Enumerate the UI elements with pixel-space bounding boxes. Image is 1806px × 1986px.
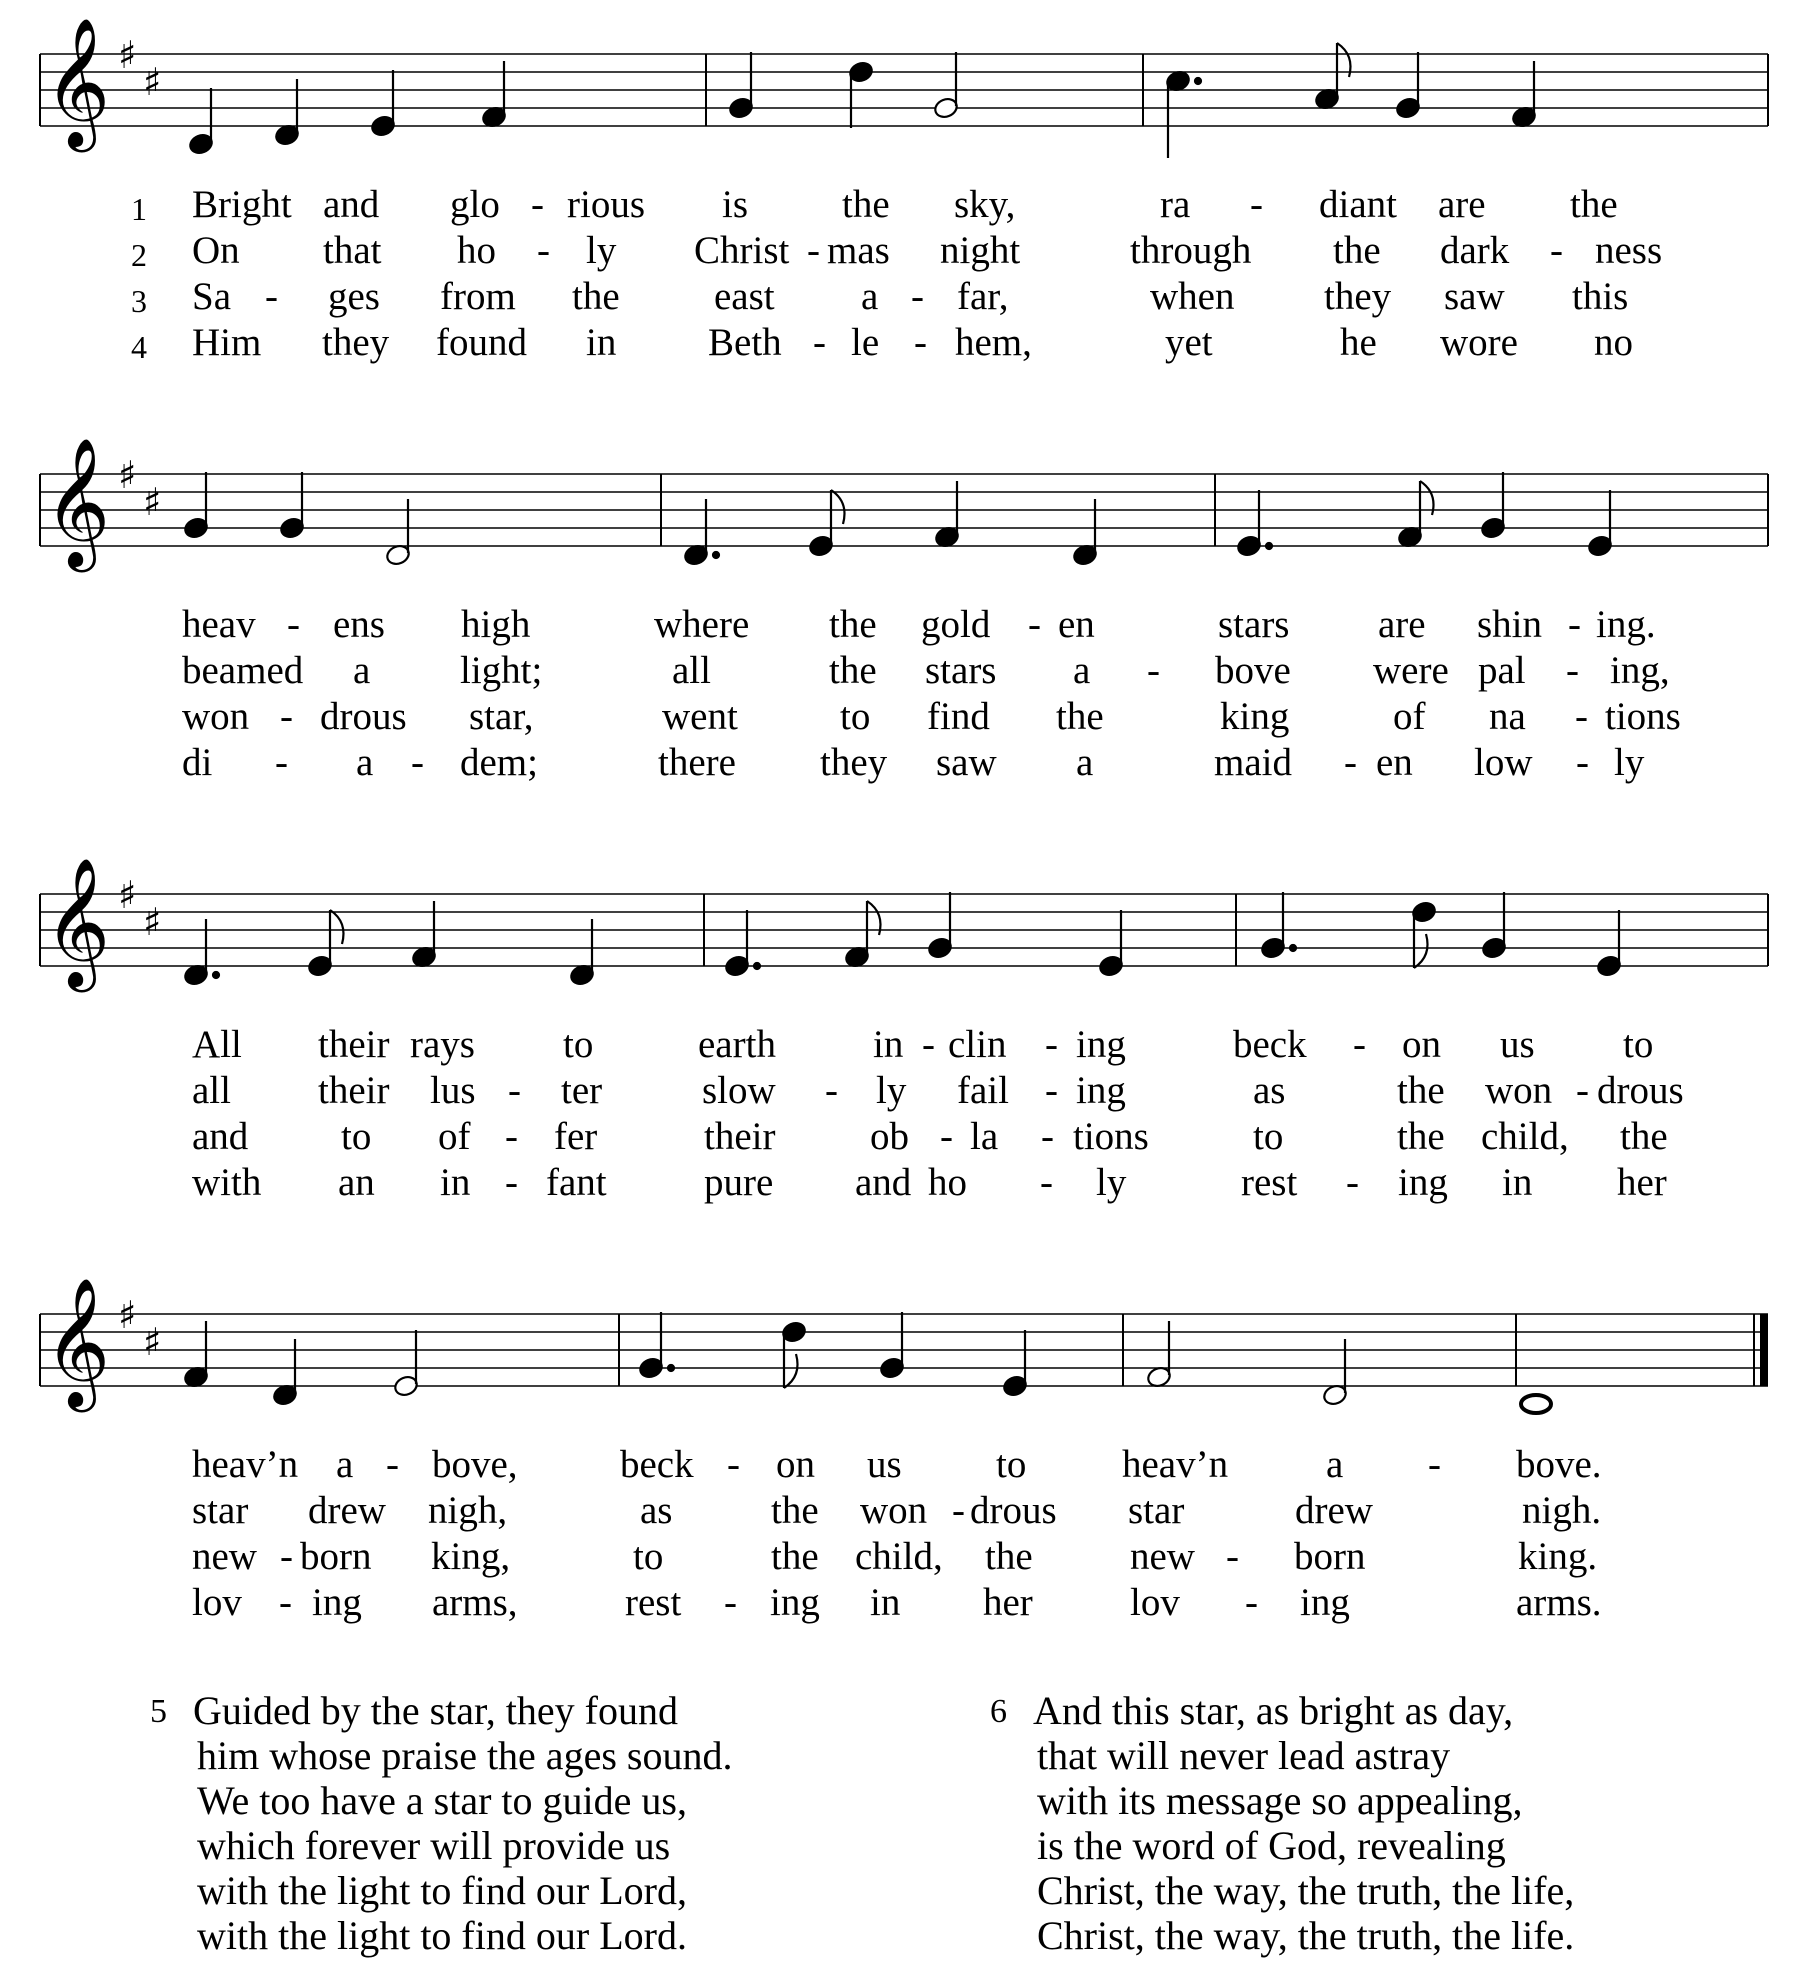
- lyric-syllable: star,: [469, 695, 534, 738]
- lyric-line-verse-1: [0, 602, 1806, 648]
- stanza-line: We too have a star to guide us,: [197, 1778, 687, 1823]
- lyric-syllable: to: [1253, 1115, 1284, 1158]
- lyric-line-verse-3: [0, 694, 1806, 740]
- lyric-syllable: the: [771, 1489, 819, 1532]
- svg-text:♯: ♯: [118, 1293, 137, 1337]
- lyric-syllable: -: [1576, 1069, 1589, 1112]
- lyric-syllable: -: [1045, 1069, 1058, 1112]
- lyric-syllable: -: [1346, 1161, 1359, 1204]
- lyric-syllable: Sa: [192, 275, 231, 318]
- lyric-syllable: fant: [546, 1161, 607, 1204]
- lyric-syllable: their: [318, 1023, 390, 1066]
- svg-text:♯: ♯: [143, 480, 162, 524]
- lyric-syllable: -: [279, 1581, 292, 1624]
- lyric-syllable: bove,: [432, 1443, 518, 1486]
- lyric-syllable: low: [1474, 741, 1533, 784]
- lyric-line-verse-4: [0, 1160, 1806, 1206]
- lyric-syllable: light;: [460, 649, 543, 692]
- lyric-syllable: -: [411, 741, 424, 784]
- lyric-syllable: the: [842, 183, 890, 226]
- lyric-syllable: found: [436, 321, 527, 364]
- notes-measure-group: [183, 472, 1614, 567]
- lyric-syllable: ing: [1076, 1023, 1126, 1066]
- lyric-syllable: the: [1397, 1069, 1445, 1112]
- lyric-syllable: on: [776, 1443, 815, 1486]
- lyrics-system-1: [0, 182, 1806, 366]
- lyric-syllable: sky,: [954, 183, 1016, 226]
- lyric-syllable: new: [192, 1535, 257, 1578]
- lyric-syllable: in: [586, 321, 617, 364]
- lyric-syllable: stars: [1218, 603, 1290, 646]
- stanza-number: 5: [150, 1693, 167, 1730]
- lyric-syllable: mas: [827, 229, 890, 272]
- svg-text:𝄞: 𝄞: [44, 857, 111, 987]
- lyric-syllable: ob: [870, 1115, 909, 1158]
- lyric-syllable: ens: [333, 603, 385, 646]
- svg-text:𝄞: 𝄞: [44, 437, 111, 567]
- lyric-syllable: drous: [320, 695, 407, 738]
- lyric-syllable: the: [1397, 1115, 1445, 1158]
- stanza-line: Guided by the star, they found: [193, 1688, 678, 1733]
- lyric-syllable: in: [870, 1581, 901, 1624]
- lyric-syllable: to: [341, 1115, 372, 1158]
- lyric-syllable: ing,: [1610, 649, 1670, 692]
- lyric-syllable: nigh,: [428, 1489, 508, 1532]
- lyric-syllable: dark: [1440, 229, 1510, 272]
- lyric-syllable: their: [704, 1115, 776, 1158]
- treble-clef-icon: [44, 1277, 110, 1413]
- lyric-syllable: ges: [328, 275, 380, 318]
- lyric-syllable: saw: [936, 741, 997, 784]
- lyric-syllable: a: [356, 741, 374, 784]
- lyric-syllable: east: [714, 275, 775, 318]
- lyric-syllable: ness: [1595, 229, 1663, 272]
- lyric-syllable: wore: [1440, 321, 1518, 364]
- music-staff-system-4: [0, 1260, 1806, 1440]
- lyric-syllable: -: [1566, 649, 1579, 692]
- lyric-line-verse-3: [0, 1534, 1806, 1580]
- lyric-syllable: -: [1575, 695, 1588, 738]
- lyric-syllable: Beth: [708, 321, 782, 364]
- lyric-syllable: -: [531, 183, 544, 226]
- lyric-syllable: child,: [855, 1535, 943, 1578]
- lyric-syllable: -: [280, 695, 293, 738]
- lyric-syllable: through: [1130, 229, 1252, 272]
- lyric-syllable: born: [1294, 1535, 1366, 1578]
- lyric-syllable: -: [1344, 741, 1357, 784]
- lyric-syllable: -: [280, 1535, 293, 1578]
- svg-text:♯: ♯: [143, 60, 162, 104]
- lyric-syllable: ing: [770, 1581, 820, 1624]
- lyric-syllable: us: [1500, 1023, 1535, 1066]
- lyric-syllable: -: [1353, 1023, 1366, 1066]
- lyric-syllable: this: [1572, 275, 1629, 318]
- lyric-syllable: tions: [1073, 1115, 1149, 1158]
- lyric-syllable: ly: [1096, 1161, 1127, 1204]
- lyric-syllable: they: [322, 321, 390, 364]
- lyric-syllable: the: [829, 603, 877, 646]
- lyric-syllable: were: [1373, 649, 1449, 692]
- lyric-syllable: they: [820, 741, 888, 784]
- lyric-syllable: of: [1393, 695, 1426, 738]
- lyric-syllable: he: [1340, 321, 1377, 364]
- lyric-syllable: -: [724, 1581, 737, 1624]
- lyric-syllable: -: [287, 603, 300, 646]
- lyric-syllable: en: [1376, 741, 1413, 784]
- lyric-syllable: -: [813, 321, 826, 364]
- lyric-line-verse-2: [0, 648, 1806, 694]
- lyric-syllable: lov: [1130, 1581, 1180, 1624]
- lyric-syllable: -: [1428, 1443, 1441, 1486]
- lyric-syllable: won: [182, 695, 250, 738]
- lyric-syllable: bove: [1215, 649, 1291, 692]
- treble-clef-icon: [44, 17, 110, 153]
- lyric-syllable: di: [182, 741, 213, 784]
- lyric-syllable: dem;: [460, 741, 538, 784]
- lyric-syllable: rest: [1241, 1161, 1298, 1204]
- lyric-syllable: arms,: [432, 1581, 518, 1624]
- lyric-syllable: star: [1128, 1489, 1185, 1532]
- lyrics-system-2: [0, 602, 1806, 786]
- lyric-syllable: as: [640, 1489, 673, 1532]
- svg-text:♯: ♯: [143, 1320, 162, 1364]
- lyric-syllable: -: [505, 1161, 518, 1204]
- lyric-syllable: drous: [1597, 1069, 1684, 1112]
- lyric-syllable: the: [1570, 183, 1618, 226]
- svg-text:♯: ♯: [118, 453, 137, 497]
- lyric-syllable: saw: [1444, 275, 1505, 318]
- lyric-syllable: to: [840, 695, 871, 738]
- lyric-syllable: en: [1058, 603, 1095, 646]
- lyric-syllable: -: [265, 275, 278, 318]
- lyric-syllable: heav’n: [192, 1443, 299, 1486]
- lyric-syllable: -: [505, 1115, 518, 1158]
- lyric-syllable: from: [440, 275, 516, 318]
- lyric-syllable: ly: [1614, 741, 1645, 784]
- lyric-syllable: ing.: [1596, 603, 1656, 646]
- lyric-syllable: a: [1326, 1443, 1344, 1486]
- lyric-syllable: ly: [876, 1069, 907, 1112]
- lyric-syllable: a: [353, 649, 371, 692]
- lyric-syllable: Christ: [694, 229, 790, 272]
- music-staff-system-1: [0, 0, 1806, 180]
- lyric-syllable: all: [672, 649, 711, 692]
- lyric-syllable: glo: [450, 183, 500, 226]
- lyric-syllable: the: [771, 1535, 819, 1578]
- lyric-syllable: high: [461, 603, 531, 646]
- music-staff-system-3: [0, 840, 1806, 1020]
- lyric-syllable: in: [440, 1161, 471, 1204]
- lyric-syllable: all: [192, 1069, 231, 1112]
- stanza-number: 6: [990, 1693, 1007, 1730]
- lyric-syllable: us: [867, 1443, 902, 1486]
- lyric-line-verse-3: [0, 1114, 1806, 1160]
- lyric-syllable: star: [192, 1489, 249, 1532]
- lyric-syllable: All: [192, 1023, 242, 1066]
- lyric-syllable: a: [1073, 649, 1091, 692]
- lyric-syllable: ho: [457, 229, 496, 272]
- lyric-syllable: -: [1147, 649, 1160, 692]
- lyric-line-verse-3: [0, 274, 1806, 320]
- svg-text:𝄞: 𝄞: [44, 17, 111, 147]
- lyric-syllable: -: [1028, 603, 1041, 646]
- stanza-line: Christ, the way, the truth, the life,: [1037, 1868, 1575, 1913]
- lyric-syllable: -: [537, 229, 550, 272]
- key-signature-sharps-icon: [118, 33, 161, 104]
- lyric-syllable: is: [722, 183, 749, 226]
- stanza-line: is the word of God, revealing: [1037, 1823, 1506, 1868]
- lyric-syllable: -: [1041, 1115, 1054, 1158]
- lyric-syllable: of: [438, 1115, 471, 1158]
- lyric-syllable: beck: [1233, 1023, 1307, 1066]
- music-staff-system-2: [0, 420, 1806, 600]
- lyric-syllable: an: [338, 1161, 375, 1204]
- lyric-syllable: le: [851, 321, 880, 364]
- lyric-syllable: la: [970, 1115, 999, 1158]
- stanza-line: And this star, as bright as day,: [1033, 1688, 1514, 1733]
- lyric-syllable: went: [662, 695, 738, 738]
- lyric-syllable: won: [860, 1489, 928, 1532]
- lyric-syllable: to: [633, 1535, 664, 1578]
- verse-number: 3: [131, 283, 147, 319]
- lyric-syllable: new: [1130, 1535, 1195, 1578]
- lyric-syllable: heav: [182, 603, 256, 646]
- svg-text:♯: ♯: [143, 900, 162, 944]
- lyric-syllable: the: [572, 275, 620, 318]
- final-barline: [1760, 1314, 1768, 1386]
- notes-measure-group: [183, 1312, 1551, 1413]
- lyric-syllable: fail: [957, 1069, 1009, 1112]
- lyric-syllable: -: [727, 1443, 740, 1486]
- lyric-syllable: find: [927, 695, 990, 738]
- svg-text:♯: ♯: [118, 33, 137, 77]
- lyric-syllable: On: [192, 229, 240, 272]
- key-signature-sharps-icon: [118, 1293, 161, 1364]
- treble-clef-icon: [44, 857, 110, 993]
- lyric-syllable: -: [911, 275, 924, 318]
- lyric-line-verse-1: [0, 182, 1806, 228]
- lyric-syllable: heav’n: [1122, 1443, 1229, 1486]
- lyric-syllable: -: [922, 1023, 935, 1066]
- lyric-syllable: -: [914, 321, 927, 364]
- lyric-syllable: her: [983, 1581, 1033, 1624]
- lyric-syllable: in: [1502, 1161, 1533, 1204]
- lyric-syllable: the: [1620, 1115, 1668, 1158]
- lyric-syllable: Him: [192, 321, 262, 364]
- lyric-syllable: -: [275, 741, 288, 784]
- lyric-syllable: ly: [586, 229, 617, 272]
- lyric-syllable: that: [323, 229, 382, 272]
- lyric-syllable: to: [996, 1443, 1027, 1486]
- lyric-syllable: -: [508, 1069, 521, 1112]
- lyric-syllable: when: [1150, 275, 1235, 318]
- lyric-syllable: the: [1056, 695, 1104, 738]
- lyric-line-verse-2: [0, 228, 1806, 274]
- svg-text:𝄞: 𝄞: [44, 1277, 111, 1407]
- lyric-syllable: drew: [1295, 1489, 1373, 1532]
- lyric-syllable: maid: [1214, 741, 1292, 784]
- lyric-syllable: rious: [567, 183, 645, 226]
- lyric-syllable: slow: [702, 1069, 776, 1112]
- lyric-syllable: stars: [925, 649, 997, 692]
- lyric-syllable: to: [563, 1023, 594, 1066]
- lyric-syllable: in: [873, 1023, 904, 1066]
- lyric-syllable: with: [192, 1161, 262, 1204]
- svg-text:♯: ♯: [118, 873, 137, 917]
- lyric-syllable: to: [1623, 1023, 1654, 1066]
- lyric-syllable: -: [1045, 1023, 1058, 1066]
- notes-measure-group: [183, 892, 1623, 987]
- lyric-syllable: ing: [1398, 1161, 1448, 1204]
- lyric-syllable: the: [829, 649, 877, 692]
- lyric-syllable: -: [940, 1115, 953, 1158]
- lyric-syllable: -: [1250, 183, 1263, 226]
- treble-clef-icon: [44, 437, 110, 573]
- lyric-syllable: and: [192, 1115, 249, 1158]
- lyric-syllable: beck: [620, 1443, 694, 1486]
- lyric-syllable: clin: [948, 1023, 1007, 1066]
- lyric-syllable: lov: [192, 1581, 242, 1624]
- lyric-syllable: where: [654, 603, 750, 646]
- lyric-syllable: on: [1402, 1023, 1441, 1066]
- lyric-syllable: are: [1438, 183, 1486, 226]
- lyric-syllable: rays: [410, 1023, 475, 1066]
- stanza-5: [193, 1688, 732, 1958]
- lyric-syllable: -: [1550, 229, 1563, 272]
- lyric-line-verse-1: [0, 1442, 1806, 1488]
- stanza-line: that will never lead astray: [1037, 1733, 1451, 1778]
- lyric-syllable: bove.: [1516, 1443, 1602, 1486]
- lyric-syllable: as: [1253, 1069, 1286, 1112]
- lyric-syllable: are: [1378, 603, 1426, 646]
- key-signature-sharps-icon: [118, 453, 161, 524]
- lyric-syllable: the: [1333, 229, 1381, 272]
- lyric-syllable: ter: [561, 1069, 603, 1112]
- lyric-line-verse-2: [0, 1068, 1806, 1114]
- lyric-syllable: nigh.: [1522, 1489, 1602, 1532]
- lyric-syllable: and: [323, 183, 380, 226]
- lyric-line-verse-4: [0, 740, 1806, 786]
- lyric-line-verse-1: [0, 1022, 1806, 1068]
- lyric-line-verse-4: [0, 1580, 1806, 1626]
- lyric-syllable: ra: [1160, 183, 1191, 226]
- lyric-syllable: gold: [921, 603, 991, 646]
- lyric-syllable: -: [952, 1489, 965, 1532]
- lyric-syllable: they: [1324, 275, 1392, 318]
- lyric-syllable: -: [807, 229, 820, 272]
- lyric-syllable: and: [855, 1161, 912, 1204]
- lyric-syllable: -: [1576, 741, 1589, 784]
- verse-number: 2: [131, 237, 147, 273]
- lyric-syllable: no: [1594, 321, 1633, 364]
- lyric-syllable: pal: [1478, 649, 1526, 692]
- lyrics-system-4: [0, 1442, 1806, 1626]
- lyric-syllable: born: [300, 1535, 372, 1578]
- lyric-syllable: ing: [1300, 1581, 1350, 1624]
- lyric-syllable: king.: [1518, 1535, 1598, 1578]
- lyric-syllable: king,: [431, 1535, 511, 1578]
- lyric-syllable: a: [861, 275, 879, 318]
- lyric-syllable: -: [1568, 603, 1581, 646]
- lyric-syllable: -: [1245, 1581, 1258, 1624]
- lyric-syllable: pure: [704, 1161, 774, 1204]
- lyric-syllable: -: [386, 1443, 399, 1486]
- lyric-syllable: a: [336, 1443, 354, 1486]
- notes-measure-group: [188, 43, 1538, 158]
- lyric-syllable: yet: [1165, 321, 1213, 364]
- lyric-syllable: her: [1617, 1161, 1667, 1204]
- lyric-syllable: there: [658, 741, 736, 784]
- lyric-syllable: a: [1076, 741, 1094, 784]
- lyric-syllable: ing: [1076, 1069, 1126, 1112]
- lyric-syllable: ing: [312, 1581, 362, 1624]
- key-signature-sharps-icon: [118, 873, 161, 944]
- lyric-syllable: shin: [1477, 603, 1543, 646]
- lyric-syllable: rest: [625, 1581, 682, 1624]
- verse-number: 1: [131, 191, 147, 227]
- lyric-syllable: drew: [308, 1489, 386, 1532]
- lyric-syllable: -: [1226, 1535, 1239, 1578]
- lyric-syllable: ho: [928, 1161, 967, 1204]
- stanza-line: him whose praise the ages sound.: [197, 1733, 733, 1778]
- lyric-syllable: fer: [554, 1115, 598, 1158]
- lyric-syllable: na: [1489, 695, 1526, 738]
- verse-number: 4: [131, 329, 147, 365]
- stanza-line: with its message so appealing,: [1037, 1778, 1523, 1823]
- stanza-line: with the light to find our Lord,: [197, 1868, 687, 1913]
- lyric-syllable: night: [940, 229, 1021, 272]
- lyric-syllable: their: [318, 1069, 390, 1112]
- lyric-syllable: won: [1485, 1069, 1553, 1112]
- lyric-syllable: earth: [698, 1023, 776, 1066]
- lyric-line-verse-2: [0, 1488, 1806, 1534]
- stanza-line: which forever will provide us: [197, 1823, 671, 1868]
- lyric-line-verse-4: [0, 320, 1806, 366]
- lyric-syllable: lus: [430, 1069, 476, 1112]
- lyric-syllable: tions: [1605, 695, 1681, 738]
- lyric-syllable: the: [985, 1535, 1033, 1578]
- stanza-line: with the light to find our Lord.: [197, 1913, 687, 1958]
- lyric-syllable: king: [1220, 695, 1290, 738]
- stanza-6: [1033, 1688, 1574, 1958]
- lyric-syllable: beamed: [182, 649, 304, 692]
- lyric-syllable: -: [825, 1069, 838, 1112]
- lyric-syllable: arms.: [1516, 1581, 1602, 1624]
- lyric-syllable: hem,: [955, 321, 1032, 364]
- stanza-line: Christ, the way, the truth, the life.: [1037, 1913, 1575, 1958]
- lyric-syllable: drous: [970, 1489, 1057, 1532]
- lyric-syllable: diant: [1319, 183, 1397, 226]
- lyric-syllable: child,: [1481, 1115, 1569, 1158]
- lyric-syllable: far,: [957, 275, 1009, 318]
- lyric-syllable: -: [1040, 1161, 1053, 1204]
- lyrics-system-3: [0, 1022, 1806, 1206]
- lyric-syllable: Bright: [192, 183, 292, 226]
